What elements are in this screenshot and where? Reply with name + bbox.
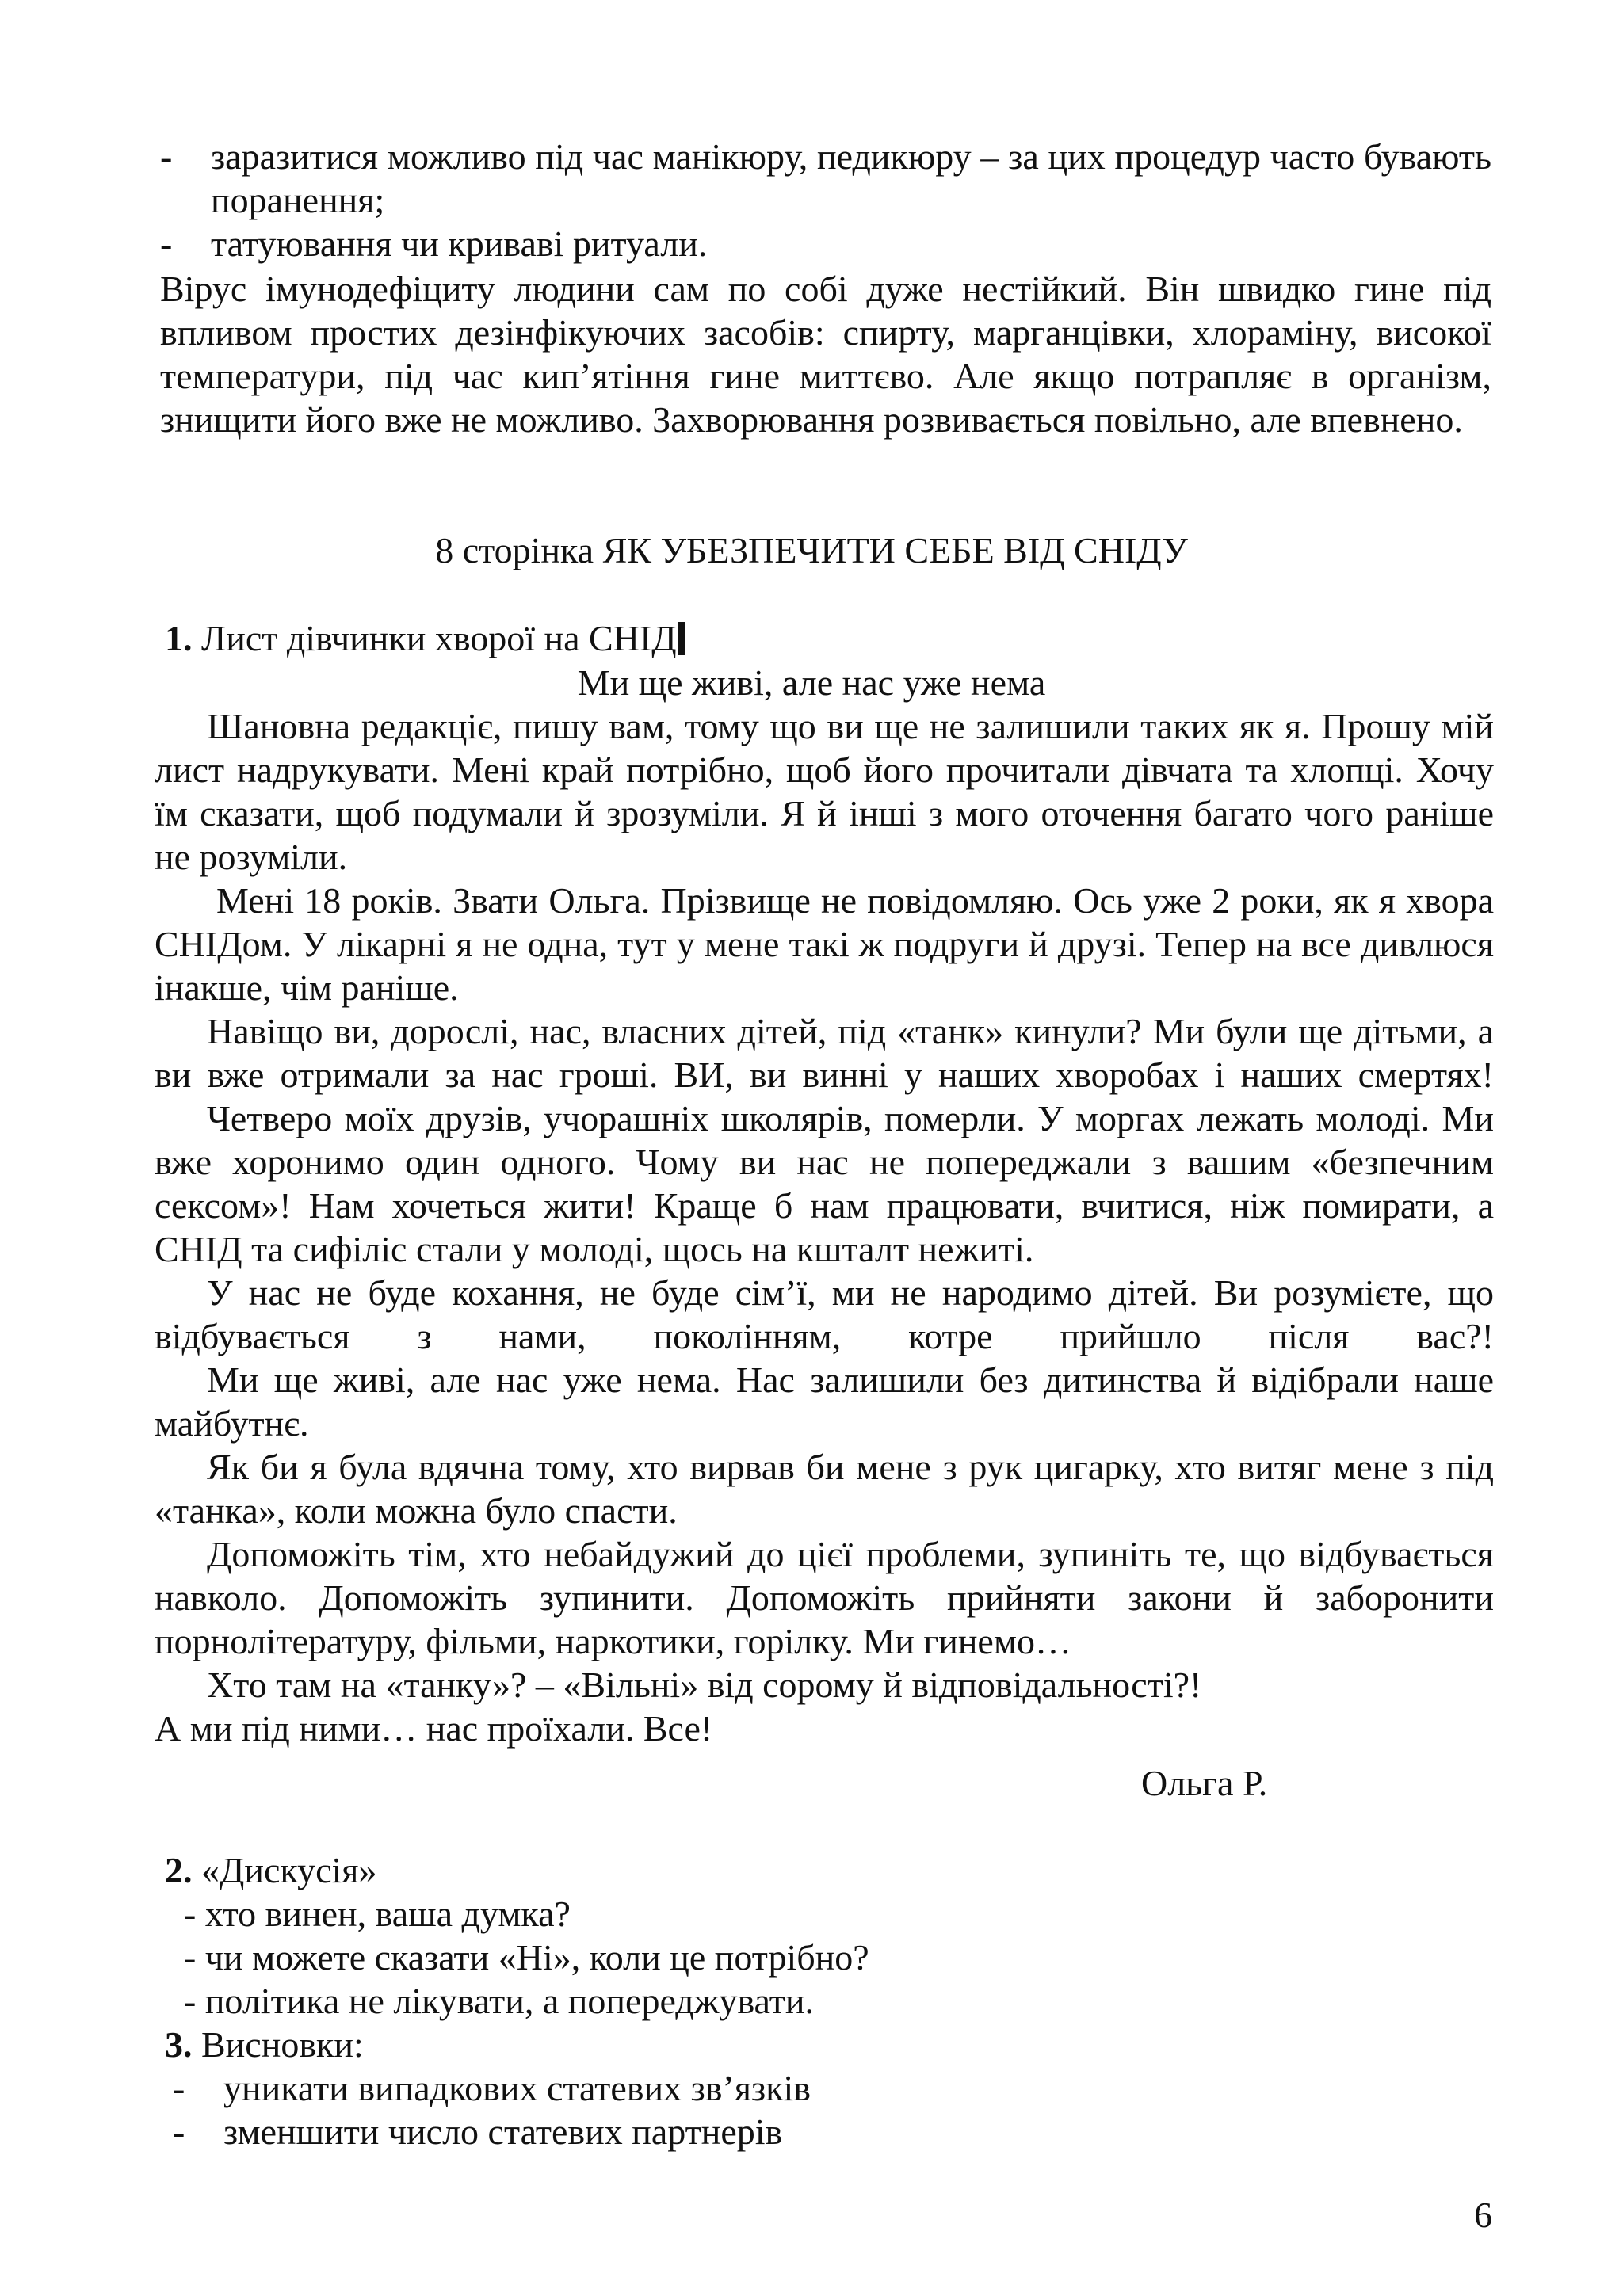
letter-paragraph: Четверо моїх друзів, учорашніх школярів, померли. У моргах лежать молоді. Ми вже хоронимо один одного. Чому ви нас не попереджали з вашим «безпечним сексом»! Нам хочеться жити! Краще б нам працювати, вчитися, ніж помирати, а СНІД та сифіліс стали у молоді, щось на кшталт нежиті. bbox=[155, 1098, 1494, 1269]
item3-heading bbox=[165, 2023, 364, 2066]
item2-heading bbox=[165, 1848, 376, 1892]
letter-body bbox=[155, 704, 1494, 1750]
letter-paragraph: Допоможіть тім, хто небайдужий до цієї проблеми, зупиніть те, що відбувається навколо. Допоможіть зупинити. Допоможіть прийняти закони й заборонити порнолітературу, фільми, наркотики, горілку. Ми гинемо… bbox=[155, 1534, 1494, 1661]
intro-bullet-2 bbox=[160, 222, 1491, 265]
discussion-point: - хто винен, ваша думка? bbox=[184, 1894, 571, 1934]
letter-paragraph: Шановна редакціє, пишу вам, тому що ви ще не залишили таких як я. Прошу мій лист надрукувати. Мені край потрібно, щоб його прочитали дівчата та хлопці. Хочу їм сказати, щоб подумали й зрозуміли. Я й інші з мого оточення багато чого раніше не розуміли. bbox=[155, 706, 1494, 877]
letter-paragraph: Як би я була вдячна тому, хто вирвав би мене з рук цигарку, хто витяг мене з під «танка», коли можна було спасти. bbox=[155, 1447, 1494, 1531]
item3-label: Висновки: bbox=[201, 2024, 364, 2065]
conclusion-bullet-dash: - bbox=[173, 2068, 185, 2108]
letter-paragraph: Хто там на «танку»? – «Вільні» від сорому й відповідальності?! bbox=[207, 1665, 1202, 1705]
conclusion-point: уникати випадкових статевих зв’язків bbox=[223, 2068, 812, 2108]
letter-paragraph: Мені 18 років. Звати Ольга. Прізвище не повідомляю. Ось уже 2 роки, як я хвора СНІДом. У лікарні я не одна, тут у мене такі ж подруги й друзі. Тепер на все дивлюся інакше, чім раніше. bbox=[155, 880, 1494, 1008]
discussion-point: - чи можете сказати «Ні», коли це потрібно? bbox=[184, 1937, 869, 1978]
page-number: 6 bbox=[1474, 2195, 1492, 2235]
item3-number: 3. bbox=[165, 2024, 193, 2065]
intro-bullet-1 bbox=[160, 135, 1491, 222]
bullet-dash: - bbox=[160, 136, 173, 177]
item1-heading bbox=[165, 616, 685, 660]
section-title: 8 сторінка ЯК УБЕЗПЕЧИТИ СЕБЕ ВІД СНІДУ bbox=[435, 530, 1188, 570]
item2-label: «Дискусія» bbox=[201, 1850, 377, 1890]
intro-paragraph: Вірус імунодефіциту людини сам по собі дуже нестійкий. Він швидко гине під впливом простих дезінфікуючих засобів: спирту, марганцівки, хлораміну, високої температури, під час кип’ятіння гине миттєво. Але якщо потрапляє в організм, знищити його вже не можливо. Захворювання розвивається повільно, але впевнено. bbox=[160, 269, 1491, 440]
letter-title: Ми ще живі, але нас уже нема bbox=[577, 662, 1046, 703]
intro-bullet-text: заразитися можливо під час манікюру, педикюру – за цих процедур часто бувають поранення; bbox=[211, 136, 1491, 220]
text-cursor-icon bbox=[678, 622, 685, 655]
item2-number: 2. bbox=[165, 1850, 193, 1890]
letter-paragraph: У нас не буде кохання, не буде сім’ї, ми не народимо дітей. Ви розумієте, що відбувається з нами, поколінням, котре прийшло після вас?! bbox=[155, 1272, 1494, 1356]
letter-closing-line: А ми під ними… нас проїхали. Все! bbox=[155, 1708, 713, 1749]
conclusion-point: зменшити число статевих партнерів bbox=[223, 2111, 783, 2152]
signature: Ольга Р. bbox=[1141, 1763, 1268, 1803]
item1-number: 1. bbox=[165, 618, 193, 658]
letter-paragraph: Навіщо ви, дорослі, нас, власних дітей, під «танк» кинули? Ми були ще дітьми, а ви вже отримали за нас гроші. ВИ, ви винні у наших хворобах і наших смертях! bbox=[155, 1011, 1494, 1095]
bullet-dash: - bbox=[160, 223, 173, 264]
letter-paragraph: Ми ще живі, але нас уже нема. Нас залишили без дитинства й відібрали наше майбутнє. bbox=[155, 1360, 1494, 1444]
intro-bullet-text: татуювання чи криваві ритуали. bbox=[211, 223, 708, 264]
conclusion-bullet-dash: - bbox=[173, 2111, 185, 2152]
item1-label: Лист дівчинки хворої на СНІД bbox=[201, 618, 677, 658]
discussion-point: - політика не лікувати, а попереджувати. bbox=[184, 1981, 815, 2021]
